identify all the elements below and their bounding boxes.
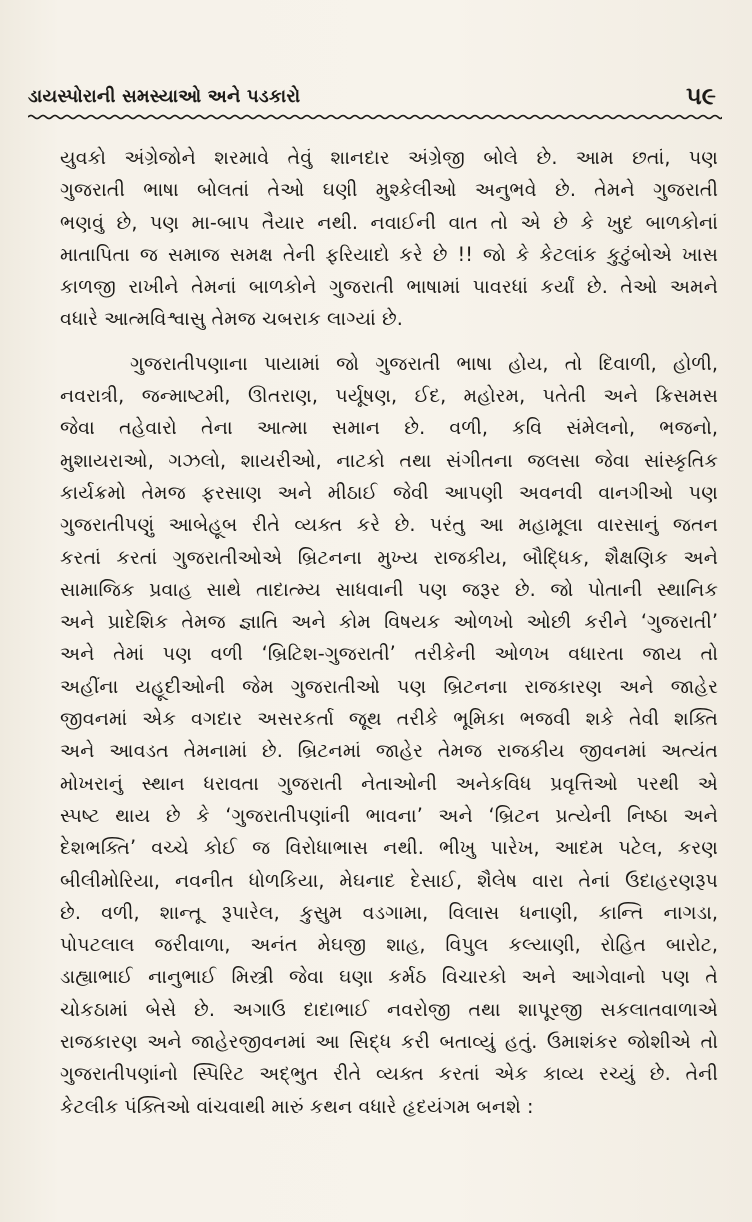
- text-line: પોપટલાલ જરીવાળા, અનંત મેઘજી શાહ, વિપુલ કલ્યાણી, રોહિત બારોટ,: [60, 933, 718, 957]
- text-line: અને પ્રાદેશિક તેમજ જ્ઞાતિ અને કોમ વિષયક ઓળખો ઓછી કરીને ‘ગુજરાતી’: [60, 610, 718, 634]
- wavy-rule-ornament: [28, 114, 722, 120]
- text-line: કેટલીક પંક્તિઓ વાંચવાથી મારું કથન વધારે હૃદયંગમ બનશે :: [60, 1094, 534, 1118]
- page-header: [28, 82, 722, 112]
- text-line: ડાહ્યાભાઈ નાનુભાઈ મિસ્ત્રી જેવા ઘણા કર્મઠ વિચારકો અને આગેવાનો પણ તે: [60, 965, 718, 989]
- text-line: માતાપિતા જ સમાજ સમક્ષ તેની ફરિયાદો કરે છે !! જો કે કેટલાંક કુટુંબોએ ખાસ: [60, 242, 718, 266]
- running-title: ડાયસ્પોરાની સમસ્યાઓ અને પડકારો: [28, 86, 301, 107]
- text-line: મોખરાનું સ્થાન ધરાવતા ગુજરાતી નેતાઓની અનેકવિધ પ્રવૃત્તિઓ પરથી એ: [60, 771, 718, 795]
- text-line: રાજકારણ અને જાહેરજીવનમાં આ સિદ્ધ કરી બતાવ્યું હતું. ઉમાશંકર જોશીએ તો: [60, 1030, 718, 1054]
- paragraph-gap: [60, 336, 718, 348]
- paragraph-1: [60, 142, 718, 336]
- text-line: ગુજરાતીપણાના પાયામાં જો ગુજરાતી ભાષા હોય, તો દિવાળી, હોળી,: [130, 351, 718, 375]
- text-line: જેવા તહેવારો તેના આત્મા સમાન છે. વળી, કવિ સંમેલનો, ભજનો,: [60, 416, 718, 440]
- paragraph-2: [60, 348, 718, 1123]
- text-line: વધારે આત્મવિશ્વાસુ તેમજ ચબરાક લાગ્યાં છે.: [60, 307, 403, 331]
- text-line: જીવનમાં એક વગદાર અસરકર્તા જૂથ તરીકે ભૂમિકા ભજવી શકે તેવી શક્તિ: [60, 707, 718, 731]
- text-line: ચોકઠામાં બેસે છે. અગાઉ દાદાભાઈ નવરોજી તથા શાપૂરજી સકલાતવાળાએ: [60, 997, 718, 1021]
- header-rule: [28, 114, 722, 120]
- text-line: કાર્યક્રમો તેમજ ફરસાણ અને મીઠાઈ જેવી આપણી અવનવી વાનગીઓ પણ: [60, 480, 718, 504]
- body-text: [60, 142, 718, 1123]
- page-number: ૫૯: [686, 82, 716, 110]
- text-line: ગુજરાતીપણાંનો સ્પિરિટ અદ્ભુત રીતે વ્યક્ત કરતાં એક કાવ્ય રચ્યું છે. તેની: [60, 1062, 718, 1086]
- text-line: અને આવડત તેમનામાં છે. બ્રિટનમાં જાહેર તેમજ રાજકીય જીવનમાં અત્યંત: [60, 739, 718, 763]
- text-line: બીલીમોરિયા, નવનીત ધોળકિયા, મેઘનાદ દેસાઈ, શૈલેષ વારા તેનાં ઉદાહરણરૂપ: [60, 868, 718, 892]
- text-line: અને તેમાં પણ વળી ‘બ્રિટિશ-ગુજરાતી’ તરીકેની ઓળખ વધારતા જાય તો: [60, 642, 718, 666]
- text-line: કાળજી રાખીને તેમનાં બાળકોને ગુજરાતી ભાષામાં પાવરધાં કર્યાં છે. તેઓ અમને: [60, 275, 718, 299]
- text-line: અહીંના યહૂદીઓની જેમ ગુજરાતીઓ પણ બ્રિટનના રાજકારણ અને જાહેર: [60, 674, 718, 698]
- text-line: મુશાયરાઓ, ગઝલો, શાયરીઓ, નાટકો તથા સંગીતના જલસા જેવા સાંસ્કૃતિક: [60, 448, 718, 472]
- text-line: ગુજરાતીપણું આબેહૂબ રીતે વ્યક્ત કરે છે. પરંતુ આ મહામૂલા વારસાનું જતન: [60, 513, 718, 537]
- text-line: છે. વળી, શાન્તૂ રૂપારેલ, કુસુમ વડગામા, વિલાસ ધનાણી, કાન્તિ નાગડા,: [60, 900, 718, 924]
- text-line: ગુજરાતી ભાષા બોલતાં તેઓ ઘણી મુશ્કેલીઓ અનુભવે છે. તેમને ગુજરાતી: [60, 178, 718, 202]
- text-line: સામાજિક પ્રવાહ સાથે તાદાત્મ્ય સાધવાની પણ જરૂર છે. જો પોતાની સ્થાનિક: [60, 577, 718, 601]
- text-line: સ્પષ્ટ થાય છે કે ‘ગુજરાતીપણાંની ભાવના’ અને ‘બ્રિટન પ્રત્યેની નિષ્ઠા અને: [60, 803, 718, 827]
- text-line: કરતાં કરતાં ગુજરાતીઓએ બ્રિટનના મુખ્ય રાજકીય, બૌદ્ધિક, શૈક્ષણિક અને: [60, 545, 718, 569]
- text-line: ભણવું છે, પણ મા-બાપ તૈયાર નથી. નવાઈની વાત તો એ છે કે ખુદ બાળકોનાં: [60, 210, 718, 234]
- text-line: યુવકો અંગ્રેજોને શરમાવે તેવું શાનદાર અંગ્રેજી બોલે છે. આમ છતાં, પણ: [60, 146, 718, 169]
- text-line: નવરાત્રી, જન્માષ્ટમી, ઊતરાણ, પર્યૂષણ, ઈદ, મહોરમ, પતેતી અને ક્રિસમસ: [60, 384, 718, 408]
- text-line: દેશભક્તિ’ વચ્ચે કોઈ જ વિરોધાભાસ નથી. ભીખુ પારેખ, આદમ પટેલ, કરણ: [60, 836, 718, 860]
